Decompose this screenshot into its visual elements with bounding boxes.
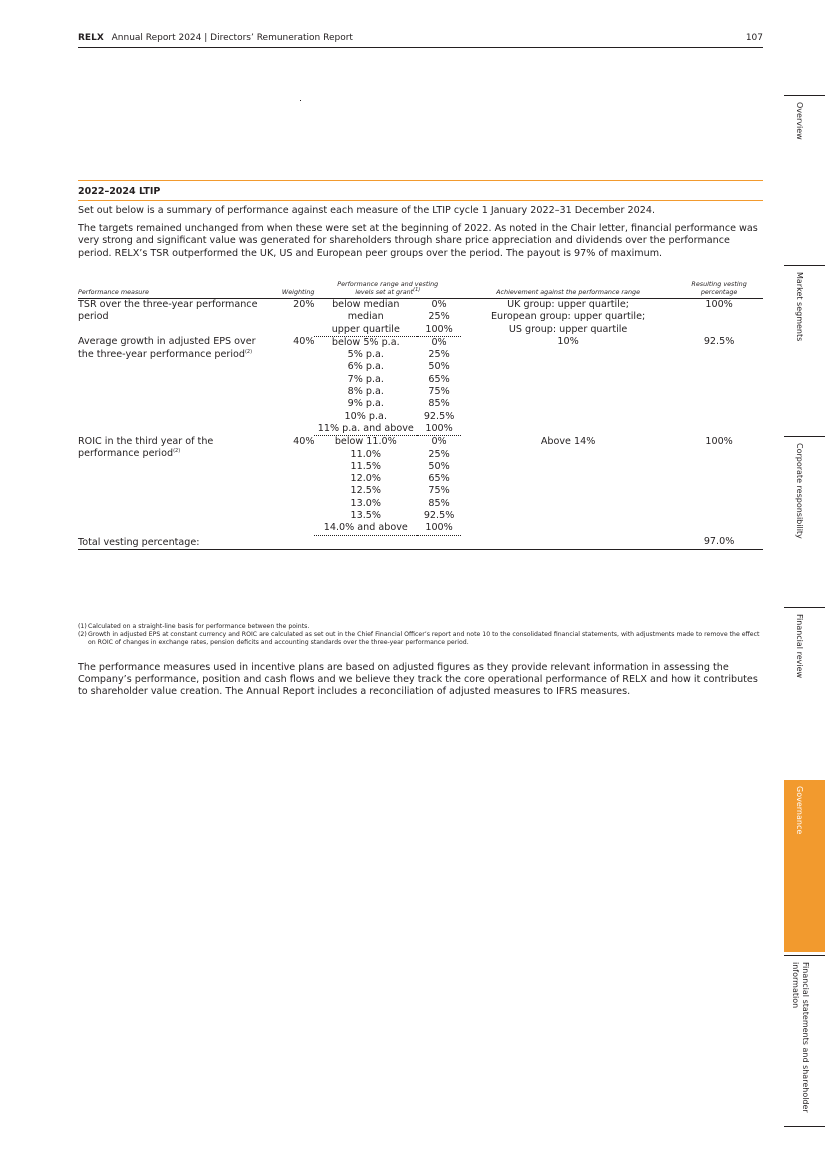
level-cell: below median <box>332 299 400 310</box>
level-cell: upper quartile <box>314 324 417 337</box>
footnote <box>78 623 768 631</box>
header-range-text: Performance range and vesting levels set at grant <box>337 280 439 296</box>
measure-text: ROIC in the third year of the performance period <box>78 435 214 460</box>
achievement-line: UK group: upper quartile; <box>507 299 630 310</box>
header-divider <box>78 47 763 48</box>
section-intro: Set out below is a summary of performance against each measure of the LTIP cycle 1 January 2022–31 December 2024. <box>78 205 656 216</box>
achievement-cell <box>461 436 675 535</box>
vesting-cell: 0% <box>431 336 447 348</box>
level-cell: below 11.0% <box>334 436 397 448</box>
stray-dot <box>300 100 301 101</box>
measure-cell <box>78 336 275 435</box>
section-body: The targets remained unchanged from when these were set at the beginning of 2022. As noted in the Chair letter, financial performance was very strong and significant value was generated for shareholders through share price appreciation and dividends over the performance period. RELX’s TSR outperformed the UK, US and European peer groups over the period. The payout is 97% of maximum. <box>78 223 758 259</box>
vesting-cell: 75% <box>428 485 450 497</box>
vesting-cell: 0% <box>431 436 447 448</box>
footnotes <box>78 623 768 648</box>
vesting-cell: 65% <box>428 473 450 485</box>
table-row <box>78 336 763 349</box>
header-weighting: Weighting <box>275 280 315 299</box>
achievement-line: US group: upper quartile <box>508 323 628 335</box>
measure-note: (2) <box>244 348 253 355</box>
level-cell: 12.5% <box>350 485 382 497</box>
vesting-cell: 25% <box>428 349 450 361</box>
page-header <box>78 33 763 46</box>
level-cell: 9% p.a. <box>347 398 384 410</box>
vesting-cell: 92.5% <box>423 510 455 522</box>
level-cell: 6% p.a. <box>347 361 384 373</box>
vesting-cell: 85% <box>428 398 450 410</box>
side-tab-governance[interactable] <box>784 780 825 952</box>
vesting-cell: 92.5% <box>423 410 455 422</box>
side-tab-overview[interactable] <box>784 95 825 260</box>
measure-text: Average growth in adjusted EPS over the three-year performance period <box>78 336 256 360</box>
side-tab-corporate-responsibility[interactable] <box>784 436 825 603</box>
header-measure: Performance measure <box>78 280 275 299</box>
vesting-cell: 50% <box>428 460 450 472</box>
vesting-cell: 85% <box>428 497 450 509</box>
footnote <box>78 631 768 647</box>
level-cell: 12.0% <box>350 473 382 485</box>
total-row <box>78 535 763 549</box>
measure-note: (2) <box>173 447 181 454</box>
table-body <box>78 299 763 550</box>
ltip-section <box>78 180 763 260</box>
side-tab-label: Governance <box>795 786 804 835</box>
vesting-cell: 0% <box>431 299 447 310</box>
section-title-rule <box>78 200 763 201</box>
vesting-cell: 65% <box>428 373 450 385</box>
level-cell: below 5% p.a. <box>331 336 400 348</box>
vesting-cell: 25% <box>428 311 450 323</box>
page-number: 107 <box>745 33 763 43</box>
side-tab-market-segments[interactable] <box>784 265 825 432</box>
footnote-text: Growth in adjusted EPS at constant currency and ROIC are calculated as set out in the Chief Financial Officer’s report and note 10 to the consolidated financial statements, with adjustments made to remove the effect on ROIC of changes in exchange rates, pension deficits and accounting standards over the three-year performance period. <box>88 631 760 647</box>
measure-cell <box>78 299 275 337</box>
footnote-text: Calculated on a straight-line basis for performance between the points. <box>88 623 310 630</box>
resulting-cell: 100% <box>705 435 733 447</box>
header-resulting-text: Resulting vesting percentage <box>691 280 747 296</box>
level-cell: 13.0% <box>350 497 382 509</box>
level-cell: 11% p.a. and above <box>314 423 417 436</box>
report-title: Annual Report 2024 | Directors’ Remuneration Report <box>111 33 353 43</box>
vesting-cell: 75% <box>428 386 450 398</box>
table-header-row <box>78 280 763 299</box>
side-tab-label: Market segments <box>795 272 804 342</box>
footnote-index: (1) <box>78 623 87 630</box>
brand-name: RELX <box>78 33 104 43</box>
header-range-note: (1) <box>413 286 421 293</box>
vesting-cell: 50% <box>428 361 450 373</box>
achievement-cell <box>461 299 675 337</box>
side-tab-label: Corporate responsibility <box>795 443 804 539</box>
weighting-cell: 20% <box>293 299 315 310</box>
closing-paragraph: The performance measures used in incentive plans are based on adjusted figures as they provide relevant information in assessing the Company’s performance, position and cash flows and we believe they track the core operational performance of RELX and how it contributes to shareholder value creation. The Annual Report includes a reconciliation of adjusted measures to IFRS measures. <box>78 662 758 698</box>
side-tab-label: Overview <box>795 102 804 140</box>
level-cell: 11.0% <box>350 448 382 460</box>
vesting-cell: 100% <box>417 423 461 436</box>
side-tab-label: Financial review <box>795 614 804 679</box>
level-cell: 14.0% and above <box>314 522 417 535</box>
level-cell: 11.5% <box>350 460 382 472</box>
level-cell: median <box>347 311 384 323</box>
level-cell: 10% p.a. <box>344 410 387 422</box>
vesting-cell: 25% <box>428 448 450 460</box>
achievement-line: European group: upper quartile; <box>490 311 646 323</box>
footnote-index: (2) <box>78 631 87 639</box>
measure-text: TSR over the three-year performance period <box>78 299 258 323</box>
resulting-cell: 100% <box>705 299 733 310</box>
performance-table <box>78 280 763 550</box>
side-tab-financial-statements[interactable] <box>784 955 825 1127</box>
total-value: 97.0% <box>675 535 763 549</box>
achievement-line: Above 14% <box>540 435 596 447</box>
level-cell: 13.5% <box>350 510 382 522</box>
table-row <box>78 299 763 312</box>
vesting-cell: 100% <box>417 522 461 535</box>
level-cell: 7% p.a. <box>347 373 384 385</box>
achievement-cell <box>461 336 675 435</box>
table-row <box>78 436 763 449</box>
header-achievement: Achievement against the performance range <box>461 280 675 299</box>
measure-cell <box>78 436 275 535</box>
side-tab-label: Financial statements and shareholder information <box>791 962 810 1113</box>
header-range <box>314 280 461 299</box>
total-label: Total vesting percentage: <box>78 535 675 549</box>
achievement-line: 10% <box>557 336 579 348</box>
header-resulting <box>675 280 763 299</box>
resulting-cell: 92.5% <box>703 336 735 348</box>
weighting-cell: 40% <box>293 435 315 447</box>
side-tab-financial-review[interactable] <box>784 607 825 776</box>
section-title: 2022–2024 LTIP <box>78 186 161 197</box>
level-cell: 8% p.a. <box>347 386 384 398</box>
level-cell: 5% p.a. <box>347 349 384 361</box>
vesting-cell: 100% <box>417 324 461 337</box>
weighting-cell: 40% <box>293 336 315 348</box>
